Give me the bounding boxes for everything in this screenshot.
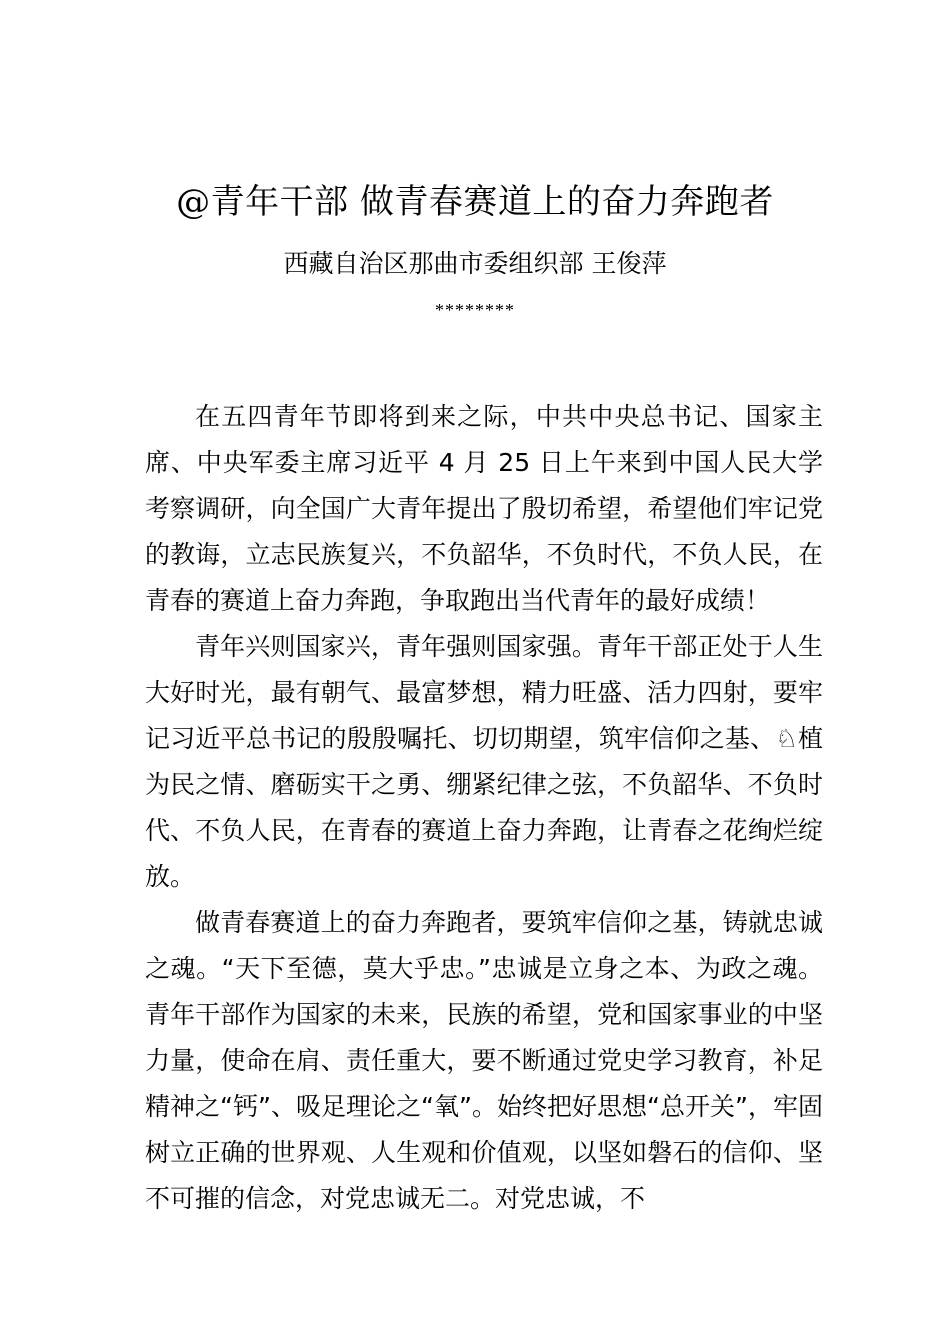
document-title: @青年干部 做青春赛道上的奋力奔跑者 (176, 182, 774, 222)
document-body (145, 394, 823, 1222)
author-line: 西藏自治区那曲市委组织部 王俊萍 (283, 249, 667, 278)
paragraph: 青年兴则国家兴，青年强则国家强。青年干部正处于人生大好时光，最有朝气、最富梦想，精力旺盛、活力四射，要牢记习近平总书记的殷殷嘱托、切切期望，筑牢信仰之基、♘植为民之情、磨砺实干之勇、绷紧纪律之弦，不负韶华、不负时代、不负人民，在青春的赛道上奋力奔跑，让青春之花绚烂绽放。 (145, 632, 823, 891)
paragraph: 在五四青年节即将到来之际，中共中央总书记、国家主席、中央军委主席习近平 4 月 25 日上午来到中国人民大学考察调研，向全国广大青年提出了殷切希望，希望他们牢记党的教诲，立志民族复兴，不负韶华，不负时代，不负人民，在青春的赛道上奋力奔跑，争取跑出当代青年的最好成绩！ (145, 402, 823, 615)
paragraph: 做青春赛道上的奋力奔跑者，要筑牢信仰之基，铸就忠诚之魂。“天下至德，莫大乎忠。”忠诚是立身之本、为政之魂。青年干部作为国家的未来，民族的希望，党和国家事业的中坚力量，使命在肩、责任重大，要不断通过党史学习教育，补足精神之“钙”、吸足理论之“氧”。始终把好思想“总开关”，牢固树立正确的世界观、人生观和价值观，以坚如磐石的信仰、坚不可摧的信念，对党忠诚无二。对党忠诚，不 (145, 908, 823, 1213)
section-divider: ******** (435, 300, 515, 320)
